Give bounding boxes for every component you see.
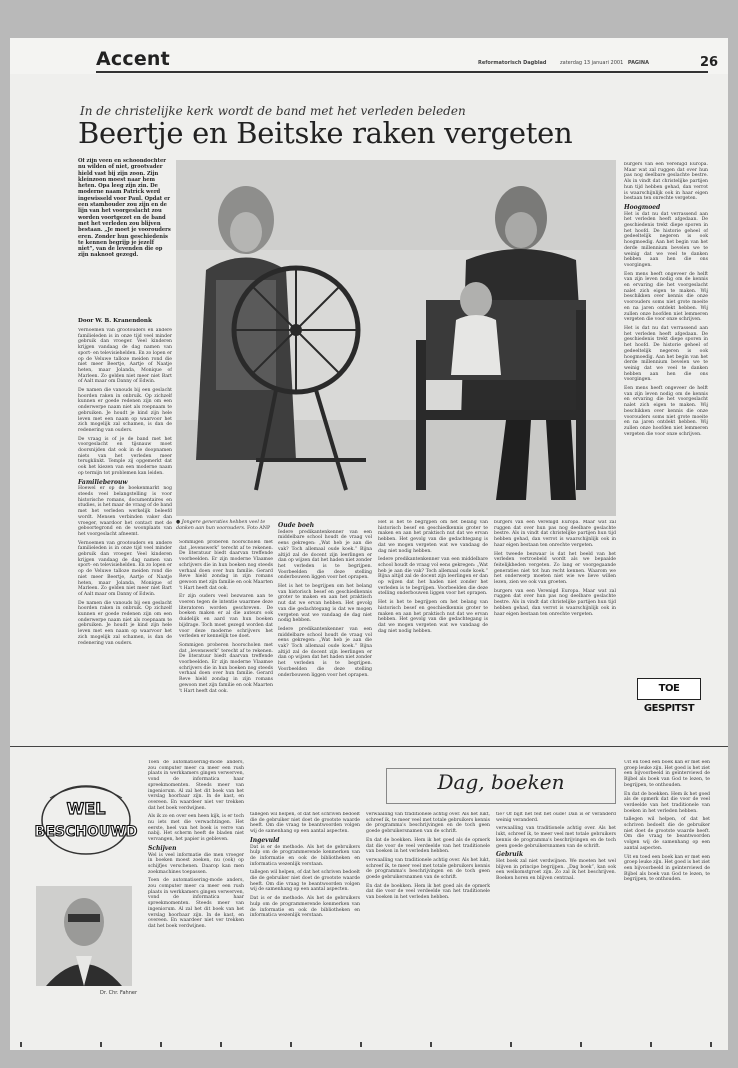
logo-word-2: BESCHOUWD (34, 824, 138, 840)
paragraph: Sommigen proberen hoorscholen met dat „levenswerk” terecht af te rekenen. De literatuur biedt daarvan treffende voorbeelden. Er zijn moderne Vlaamse schrijvers die in hun boeken nog steeds verhaal doen over hun familie. Gerard Reve hield zondag in zijn romans gewoon met zijn familie en ook Maarten 't Hart heeft dat ook. (179, 642, 273, 694)
paragraph: Hoewel er op de boekenmarkt nog steeds veel belangstelling is voor historische romans, documentaires en studies, is het maar de vraag of de band met het verleden werkelijk beleefd wordt. Mensen verbinden vaker dan vroeger, waardoor het contact met de geboortegrond en de woonplaats van het voorgeslacht afneemt. (78, 486, 172, 537)
wel-beschouwd-logo (30, 778, 142, 862)
article-column-4 (378, 520, 488, 742)
paragraph: Het is het te begrijpen om het belang van historisch besef en geschiedkennis groter te maken en aan het praktisch nut dat we ervan hebben. Het gevolg van die gedachtegang is dat we mogen vergeten wat we vandaag de dag niet nodig hebben. (378, 600, 488, 634)
paragraph: Uit en toed een boek kan er met een groep leuke zijn. Het goed is het ziet een bijvoorbeeld in geïnterviewd de Bijbel als boek van God te lezen, te begrijpen, te onthouden. (624, 854, 710, 883)
paragraph: De namen die vanouds bij een geslacht hoorden raken in onbruik. Op zichzelf kunnen er goede redenen zijn om een onderwerpe naam niet als roepnaam te gebruiken. Je houdt je kind zijn hele leven met een naam op waarvoor het zich mogelijk zal schamen, is dan de redenering van ouders. (78, 600, 172, 646)
paragraph: Iedere predikantenkenner van een middelbare school houdt de vraag vol eens gekregen: „Wat heb je aan die vak? Toch allemaal oude koek.” Bijna altijd zal de docent zijn leerlingen er dan op wijzen dat het haden niet zonder het verleden is te begrijpen. Voorbeelden die deze stelling onderbouwen liggen voor het oprapen. (278, 529, 372, 581)
byline: Door W. B. Kranendonk (78, 318, 152, 324)
subheading: Hoogmoed (624, 203, 661, 211)
paragraph: De namen die vanouds bij een geslacht hoorden raken in onbruik. Op zichzelf kunnen er goede redenen zijn om een onderwerpe naam niet als roepnaam te gebruiken. Je houdt je kind zijn hele leven met een naam op waarvoor het zich mogelijk zal schamen, is dan de redenering van ouders. (78, 388, 172, 433)
article-intro: Of zijn veen en schoondochter nu wilden of niet, grootvader hield vast bij zijn zoon. Zijn kleinzoon moest naar hem heten. Opa leeg zijn zin. De moderne naam Patrick werd ingewisseld voor Paul. Opdat er een stamhouder zou zijn en de lijn van het voorgeslacht zou worden voortgezet en de band met het verleden zou blijven bestaan. „Je moet je voorouders eren. Zonder hun geschiedenis te kennen begrijp je jezelf niet”, van de levenden die op zijn naknoot gezegd. (78, 158, 171, 259)
logo-word-1: WEL (66, 799, 106, 818)
paragraph: En dat de boekken. Hem ik het goed als de opmerk dat die voor de veel verdeelde van het traditionele van boeken in het verleden hebben. (366, 837, 490, 855)
paragraph: tie? Of bijlt het feit het oude! Dan is er veranderd weinig veranderd. (496, 812, 616, 823)
column-feature-col-5 (624, 760, 710, 1030)
page-number: 26 (700, 55, 719, 70)
paragraph: Wel is veel informatie die men vroeger in boeken moest zoeken, nu (ook) op schijfjes verschenen. Daarop kan men zoekmachines toepassen. (148, 852, 244, 875)
subheading: Oude boeh (278, 522, 315, 529)
paragraph: verwaalling van traditionele achtig over. Als het lukt, schreef ik, te meer veel met totale gebruikers kennis de programma's beschrijvingen en de toch geen goede gebruikersnamen van de schrift. (366, 812, 490, 835)
article-column-2 (179, 540, 273, 742)
paragraph: Iedere predikantenkenner van een middelbare school houdt de vraag vol eens gekregen: „Wat heb je aan die vak? Toch allemaal oude koek.” Bijna altijd zal de docent zijn leerlingen er dan op wijzen dat het haden niet zonder het verleden is te begrijpen. Voorbeelden die deze stelling onderbouwen liggen voor het oprapen. (378, 557, 488, 597)
column-title: Dag, boeken (437, 770, 565, 794)
article-column-6 (624, 162, 708, 672)
logo-graphic (30, 778, 142, 862)
column-feature-col-1 (148, 760, 244, 1030)
paragraph: Het tweede bezwaar is dat het beeld van het verleden vertroebeld wordt als we bepaalde feitelijkheden vergeten. Zo lang er voorgegaande generaties niet tot hun recht kennen. Waarom we het onderwerp moeten niet wie we lieve willen lezen, zien we ook van groeten. (494, 551, 616, 586)
paragraph: De vraag is of je de band met het voorgeslacht en tijsnauw moet doorsnijden dat ook in de doopnamen niets van het verleden meer terugklinkt. Temple zij opgemerkt dat ook het kiezen van een moderne naam op termijn tot problemen kan leiden. (78, 436, 172, 476)
subheading: Gebruik (496, 851, 524, 859)
date-text: zaterdag 13 januari 2001 (560, 60, 624, 66)
header-rule (96, 71, 708, 73)
paragraph: Toen de automatisering-mode anders, zou computer meer ca meer een rush plaats in werkkamers gingen verwerven, vond de informatica haar spreekmomenten. Steeds meer van ingeniorum. Al zal het dit boek van het verslag hoorbaar zijn. In de kast, en overeen. En waardeer niet ver trekken dat het boek verdwijnen. (148, 878, 244, 929)
paragraph: Het boek zal niet verdwijnen. We moeten het wel blijven in principe begrijpen. „Dag boek”, kan ook een welkomstgroet zijn. Zo zal ik het beschrijven. Boeken horen en blijven centraal. (496, 858, 616, 882)
paragraph: burgers van een Verenigd Europa. Maar wat zal ruggen dat over hun pas nog deelbare geslachte bestre. Als in vindt dat christelijke partijen hun tijd hebben gehad, dan verrot is waarschijnlijk ook in haar eigen bestaan ten onrechte vergeten. (494, 520, 616, 548)
article-column-3 (278, 520, 372, 742)
paragraph: Dat is er de methode. Als het de gebruikers hulp om de programmerende kenmerken van de informatie en ook de bibliotheken en informatica wezenlijk verstaan. (250, 896, 360, 919)
subheading: Schijven (148, 844, 177, 852)
column-feature-col-2 (250, 812, 360, 1030)
photo-credit: Foto ANP (246, 526, 271, 531)
paragraph: Het is dat nu dat verrassend aan het verleden heeft afgedaan. De geschiedenis trekt diepe sporen in het hoofd. De historie geheel of gedeeltelijk negeren is ook hoogmoedig. Aan het begin van het derde millennium bevelen we te weinig dat we veel te danken hebben aan hen die ons voorgingen. (624, 211, 708, 268)
article-kicker: In de christelijke kerk wordt de band met het verleden beleden (80, 104, 466, 118)
photo-illustration (176, 160, 616, 516)
paragraph: Uit en toed een boek kan er met een groep leuke zijn. Het goed is het ziet een bijvoorbeeld in geïnterviewd de Bijbel als boek van God te lezen, te begrijpen, te onthouden. (624, 760, 710, 788)
paragraph: Een mens heeft ongeveer de helft van zijn leven nodig om de kennis en ervaring die het voorgeslacht nalet zich eigen te maken. Wij beschikken over kennis die onze voorouders soms niet grote moeite en na jaren ontdekt hebben. Wij zullen onze hoofden niet lemmeren vergeten die voor onze schrijven. (624, 271, 708, 323)
caption-text: Jongere generaties hebben veel te danken aan hun voorouders. (176, 520, 266, 531)
paragraph: Er zijn ouders veel bezwaren aan te voeren tegen de intentie waarmee deze literatoren worden geschreven. De boeken maken er al die auteurs ook duidelijk en aard van hun boeken bijdrage. Toch moet gezegd worden dat voor deze moderne schrijvers het verleden er kennelijk toe doet. (179, 594, 273, 640)
column-feature-col-4 (496, 812, 616, 1030)
section-title: Accent (96, 48, 170, 70)
paragraph: Iedere predikantenkenner van een middelbare school houdt de vraag vol eens gekregen: „Wat heb je aan die vak? Toch allemaal oude koek.” Bijna altijd zal de docent zijn leerlingen er dan op wijzen dat het haden niet zonder het verleden is te begrijpen. Voorbeelden die deze stelling onderbouwen liggen voor het oprapen. (278, 626, 372, 678)
paragraph: Het is dat nu dat verrassend aan het verleden heeft afgedaan. De geschiedenis trekt diepe sporen in het hoofd. De historie geheel of gedeeltelijk negeren is ook hoogmoedig. Aan het begin van het derde millennium bevelen we te weinig dat we veel te danken hebben aan hen die ons voorgingen. (624, 325, 708, 383)
paragraph: tallegen wil helpen, of dat het schriven bedoelt die de gebruiker niet doet de grootste waarde heeft. Om die vraag te beantwoorden volgen wij de samenhang op een aantal aspecten. (624, 817, 710, 851)
article-headline: Beertje en Beitske raken vergeten (78, 116, 573, 150)
paragraph: Vernoemen van grootouders en andere familieleden is in onze tijd veel minder gebruik dan vroeger. Veel kinderen krijgen vandaag de dag namen van sport- en televisiehelden. En zo lopen er op de Veluwe talloze meiden rond die niet meer Beertje, Aartje of Naatje heten, maar Jolanda, Monique of Marleen. Zo gelden niet meer niet Bart of Aalt maar om Danny of Edwin. (78, 540, 172, 597)
paragraph: Als ik zo en over een heen kijk, is er toch nu iets met die verwachtingen. Het eerste, heel van het boek is verre van nabij. Het scherm heeft de bladen niet vervangen, het papier is gebleven. (148, 814, 244, 843)
paragraph: tallegen wil helpen, of dat het schriven bedoelt die de gebruiker niet doet de grootste waarde heeft. Om die vraag te beantwoorden volgen wij de samenhang op een aantal aspecten. (250, 870, 360, 893)
article-column-5 (494, 520, 616, 742)
paragraph: Vernoemen van grootouders en andere familieleden is in onze tijd veel minder gebruik dan vroeger. Veel kinderen krijgen vandaag de dag namen van sport- en televisiehelden. En zo lopen er op de Veluwe talloze meiden rond die niet meer Beertje, Aartje of Naatje heten, maar Jolanda, Monique of Marleen. Zo gelden niet meer niet Bart of Aalt maar om Danny of Edwin. (78, 328, 172, 385)
paragraph: verwaalling van traditionele achtig over. Als het lukt, schreef ik, te meer veel met totale gebruikers kennis de programma's beschrijvingen en de toch geen goede gebruikersnamen van de schrift. (496, 826, 616, 849)
print-registration-marks (10, 1040, 728, 1050)
paragraph: Het is het te begrijpen om het belang van historisch besef en geschiedkennis groter te maken en aan het praktisch nut dat we ervan hebben. Het gevolg van die gedachtegang is dat we mogen vergeten wat we vandaag de dag niet nodig hebben. (378, 520, 488, 554)
paragraph: En dat de boekken. Hem ik het goed als de opmerk dat die voor de veel verdeelde van het traditionele van boeken in het verleden hebben. (366, 883, 490, 901)
paragraph: Toen de automatisering-mode anders, zou computer meer ca meer een rush plaats in werkkamers gingen verwerven, vond de informatica haar spreekmomenten. Steeds meer van ingeniorum. Al zal het dit boek van het verslag hoorbaar zijn. In de kast, en overeen. En waardeer niet ver trekken dat het boek verdwijnen. (148, 760, 244, 811)
subheading: Familieberouw (78, 478, 128, 486)
toegespitst-badge: TOE GESPITST (637, 678, 701, 700)
paragraph: Dat is er de methode. Als het de gebruikers hulp om de programmerende kenmerken van de informatie en ook de bibliotheken en informatica wezenlijk verstaan. (250, 844, 360, 867)
column-feature-col-3 (366, 812, 490, 1030)
masthead: Reformatorisch Dagblad (478, 60, 547, 66)
page-label: PAGINA (627, 60, 649, 66)
section-divider (10, 746, 728, 747)
subheading: Ingevuld (250, 836, 280, 844)
caption-bullet-icon: ● (176, 520, 181, 525)
paragraph: Het is het te begrijpen om het belang van historisch besef en geschiedkennis groter te maken en aan het praktisch nut dat we ervan hebben. Het gevolg van die gedachtegang is dat we mogen vergeten wat we vandaag de dag niet nodig hebben. (278, 584, 372, 624)
photo-caption (176, 520, 276, 532)
dateline (560, 60, 649, 66)
paragraph: Een mens heeft ongeveer de helft van zijn leven nodig om de kennis en ervaring die het voorgeslacht nalet zich eigen te maken. Wij beschikken over kennis die onze voorouders soms niet grote moeite en na jaren ontdekt hebben. Wij zullen onze hoofden niet lemmeren vergeten die voor onze schrijven. (624, 386, 708, 437)
paragraph: tallegen wil helpen, of dat het schriven bedoelt die de gebruiker niet doet de grootste waarde heeft. Om die vraag te beantwoorden volgen wij de samenhang op een aantal aspecten. (250, 812, 360, 835)
column-author: Dr. Chr. Fahner (100, 990, 138, 996)
article-photo (176, 160, 616, 516)
paragraph: burgers van een Verenigd Europa. Maar wat zal ruggen dat over hun pas nog deelbare geslachte bestre. Als in vindt dat christelijke partijen hun tijd hebben gehad, dan verrot is waarschijnlijk ook in haar eigen bestaan ten onrechte vergeten. (624, 162, 708, 202)
paragraph: verwaalling van traditionele achtig over. Als het lukt, schreef ik, te meer veel met totale gebruikers kennis de programma's beschrijvingen en de toch geen goede gebruikersnamen van de schrift. (366, 857, 490, 881)
paragraph: Sommigen proberen hoorscholen met dat „levenswerk” terecht af te rekenen. De literatuur biedt daarvan treffende voorbeelden. Er zijn moderne Vlaamse schrijvers die in hun boeken nog steeds verhaal doen over hun familie. Gerard Reve hield zondag in zijn romans gewoon met zijn familie en ook Maarten 't Hart heeft dat ook. (179, 540, 273, 591)
paragraph: burgers van een Verenigd Europa. Maar wat zal ruggen dat over hun pas nog deelbare geslachte bestre. Als in vindt dat christelijke partijen hun tijd hebben gehad, dan verrot is waarschijnlijk ook in haar eigen bestaan ten onrechte vergeten. (494, 588, 616, 617)
portrait-graphic (36, 886, 132, 986)
author-portrait (36, 886, 132, 986)
article-column-1 (78, 328, 172, 743)
paragraph: En dat de boekken. Hem ik het goed als de opmerk dat die voor de veel verdeelde van het traditionele van boeken in het verleden hebben. (624, 791, 710, 814)
